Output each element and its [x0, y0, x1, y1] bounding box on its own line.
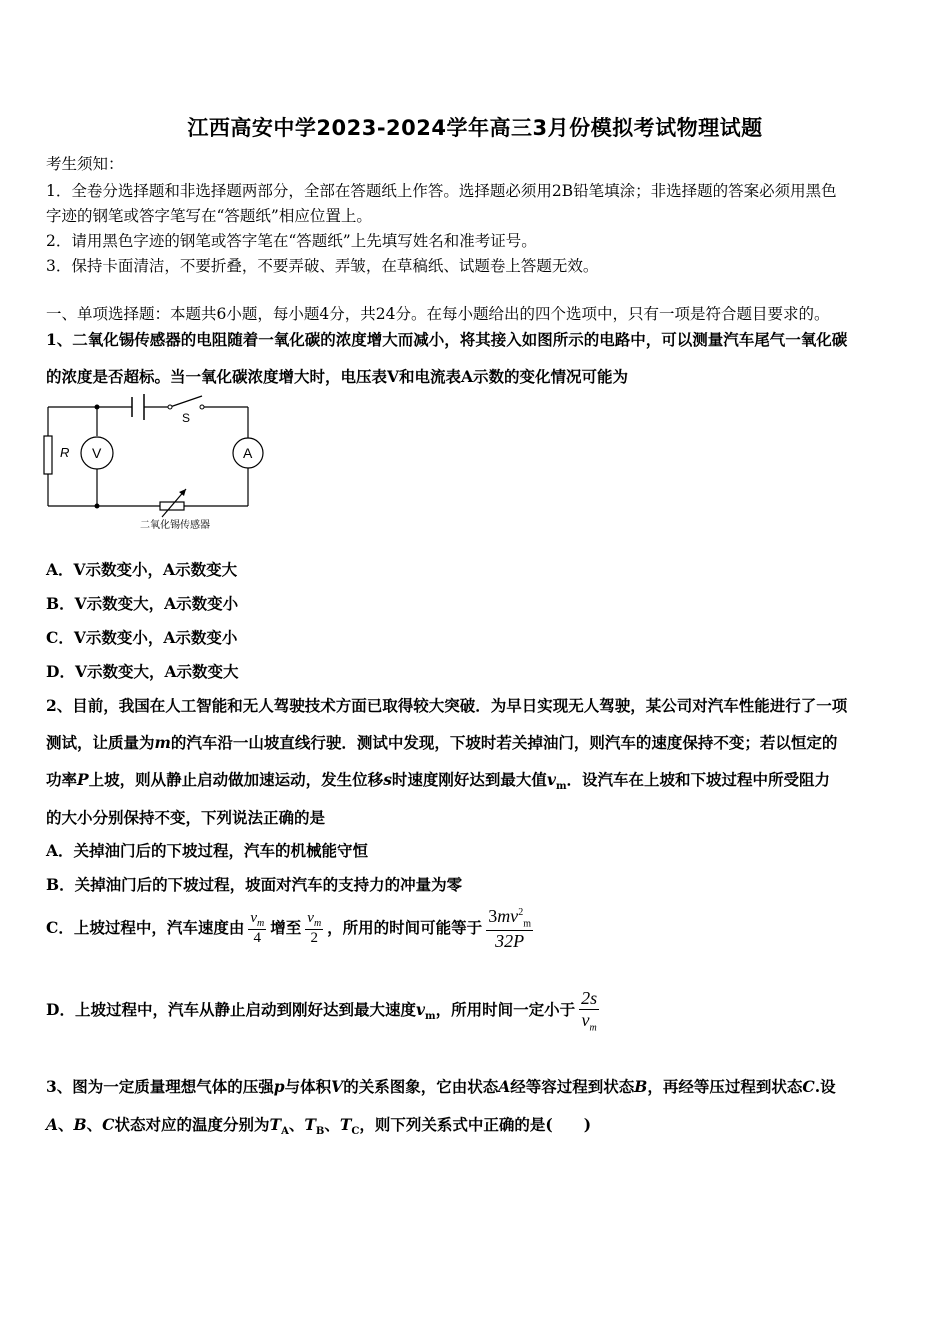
frac3-den: 32P	[495, 930, 525, 951]
q3-text-f: .设	[814, 1077, 836, 1096]
q2-option-c-text-b: 增至	[270, 917, 302, 937]
frac4-num: 2s	[581, 988, 598, 1008]
q1-option-b: B．V示数变大，A示数变小	[46, 594, 239, 613]
resistor-label: R	[60, 445, 70, 460]
q2-line-1: 2、目前，我国在人工智能和无人驾驶技术方面已取得较大突破．为早日实现无人驾驶，某公司对汽车性能进行了一项	[46, 696, 848, 715]
frac2-sub: m	[313, 918, 322, 930]
q2-line-3-text-d: ．设汽车在上坡和下坡过程中所受阻力	[566, 770, 831, 789]
volume-symbol: V	[331, 1077, 344, 1096]
q1-option-d: D．V示数变大，A示数变大	[46, 662, 239, 681]
pressure-symbol: p	[273, 1077, 285, 1096]
q2-option-d-text-b: ，所用时间一定小于	[435, 999, 576, 1019]
optd-velocity-symbol: v	[415, 999, 425, 1019]
q3-text-b: 与体积	[284, 1077, 332, 1096]
notice-item-2: 2．请用黑色字迹的钢笔或答字笔在“答题纸”上先填写姓名和准考证号。	[46, 232, 537, 250]
temp-a-symbol: T	[269, 1115, 282, 1134]
fraction-vm-over-4	[248, 910, 266, 947]
q3-l2-sep4: 、	[324, 1115, 340, 1134]
frac3-sup: 2	[518, 907, 524, 918]
state-c-symbol: C	[802, 1077, 815, 1096]
q2-option-d	[46, 988, 603, 1034]
q1-option-a: A．V示数变小，A示数变大	[46, 560, 238, 579]
q1-line-2: 的浓度是否超标。当一氧化碳浓度增大时，电压表V和电流表A示数的变化情况可能为	[46, 367, 629, 386]
velocity-symbol: v	[546, 770, 556, 789]
switch-label: S	[182, 411, 191, 425]
q3-text-c: 的关系图象，它由状态	[343, 1077, 499, 1096]
fraction-time-expression	[486, 906, 533, 952]
fraction-2s-over-vm	[579, 988, 599, 1034]
q2-option-d-text-a: D．上坡过程中，汽车从静止启动到刚好达到最大速度	[46, 999, 416, 1019]
q2-option-b: B．关掉油门后的下坡过程，坡面对汽车的支持力的冲量为零	[46, 875, 463, 894]
q3-l2-a: A	[46, 1115, 59, 1134]
q2-line-2-text-b: 的汽车沿一山坡直线行驶．测试中发现，下坡时若关掉油门，则汽车的速度保持不变；若以恒定的	[170, 733, 838, 752]
frac2-den: 2	[310, 930, 318, 947]
ammeter-label: A	[243, 445, 253, 461]
temp-b-sub: B	[315, 1126, 325, 1138]
q3-l2-c: C	[102, 1115, 115, 1134]
notice-heading: 考生须知：	[46, 155, 124, 173]
q3-line-1	[46, 1075, 836, 1097]
q2-line-3-text-a: 功率	[46, 770, 78, 789]
q3-l2-sep2: 、	[86, 1115, 103, 1134]
temp-c-sub: C	[351, 1126, 360, 1138]
q3-l2-text-b: ，则下列关系式中正确的是( )	[359, 1115, 592, 1134]
q3-line-2	[46, 1113, 591, 1137]
q2-line-3-text-c: 时速度刚好达到最大值	[391, 770, 547, 789]
frac3-num-coef: 3	[488, 906, 498, 926]
frac4-den: v	[581, 1010, 590, 1030]
q1-option-c: C．V示数变小，A示数变小	[46, 628, 238, 647]
fraction-vm-over-2	[305, 910, 323, 947]
q3-l2-b: B	[73, 1115, 87, 1134]
q3-text-a: 3、图为一定质量理想气体的压强	[46, 1077, 274, 1096]
q2-option-c	[46, 906, 537, 952]
notice-item-1: 1．全卷分选择题和非选择题两部分，全部在答题纸上作答。选择题必须用2B铅笔填涂；非选择题的答案必须用黑色	[46, 182, 837, 200]
notice-item-3: 3．保持卡面清洁，不要折叠，不要弄破、弄皱，在草稿纸、试题卷上答题无效。	[46, 257, 599, 275]
q2-option-a: A．关掉油门后的下坡过程，汽车的机械能守恒	[46, 841, 369, 860]
sensor-label: 二氧化锡传感器	[140, 520, 210, 531]
q2-option-c-text-a: C．上坡过程中，汽车速度由	[46, 917, 245, 937]
q3-text-e: ，再经等压过程到状态	[647, 1077, 803, 1096]
q2-line-4: 的大小分别保持不变，下列说法正确的是	[46, 808, 326, 827]
q2-line-3	[46, 768, 830, 792]
frac4-den-sub: m	[589, 1022, 597, 1034]
optd-velocity-sub: m	[424, 1010, 436, 1022]
frac1-sub: m	[257, 918, 265, 930]
q2-line-2-text-a: 测试，让质量为	[46, 733, 155, 752]
q3-l2-sep3: 、	[288, 1115, 305, 1134]
frac3-num-mv: mv	[497, 906, 519, 926]
q3-l2-sep1: 、	[58, 1115, 74, 1134]
displacement-symbol: s	[383, 770, 392, 789]
q1-line-1: 1、二氧化锡传感器的电阻随着一氧化碳的浓度增大而减小，将其接入如图所示的电路中，可以测量汽车尾气一氧化碳	[46, 330, 848, 349]
frac2-num: v	[307, 910, 314, 927]
page-title: 江西高安中学2023-2024学年高三3月份模拟考试物理试题	[187, 116, 763, 140]
q2-line-2	[46, 731, 837, 753]
mass-symbol: m	[154, 733, 171, 752]
q2-option-c-text-c: ，所用的时间可能等于	[327, 917, 483, 937]
section-heading: 一、单项选择题：本题共6小题，每小题4分，共24分。在每小题给出的四个选项中，只有一项是符合题目要求的。	[46, 305, 830, 323]
notice-item-1-cont: 字迹的钢笔或答字笔写在“答题纸”相应位置上。	[46, 207, 372, 225]
temp-c-symbol: T	[339, 1115, 352, 1134]
q3-l2-text-a: 状态对应的温度分别为	[114, 1115, 270, 1134]
q2-line-3-text-b: 上坡，则从静止启动做加速运动，发生位移	[88, 770, 384, 789]
frac1-den: 4	[253, 930, 262, 947]
temp-b-symbol: T	[304, 1115, 316, 1134]
voltmeter-label: V	[92, 445, 102, 461]
temp-a-sub: A	[281, 1126, 289, 1138]
velocity-subscript: m	[555, 781, 567, 793]
frac3-sub: m	[523, 918, 531, 930]
frac1-num: v	[250, 910, 258, 927]
state-b-symbol: B	[634, 1077, 648, 1096]
state-a-symbol: A	[498, 1077, 511, 1096]
power-symbol: P	[77, 770, 89, 789]
q3-text-d: 经等容过程到状态	[510, 1077, 635, 1096]
circuit-diagram	[40, 392, 270, 534]
